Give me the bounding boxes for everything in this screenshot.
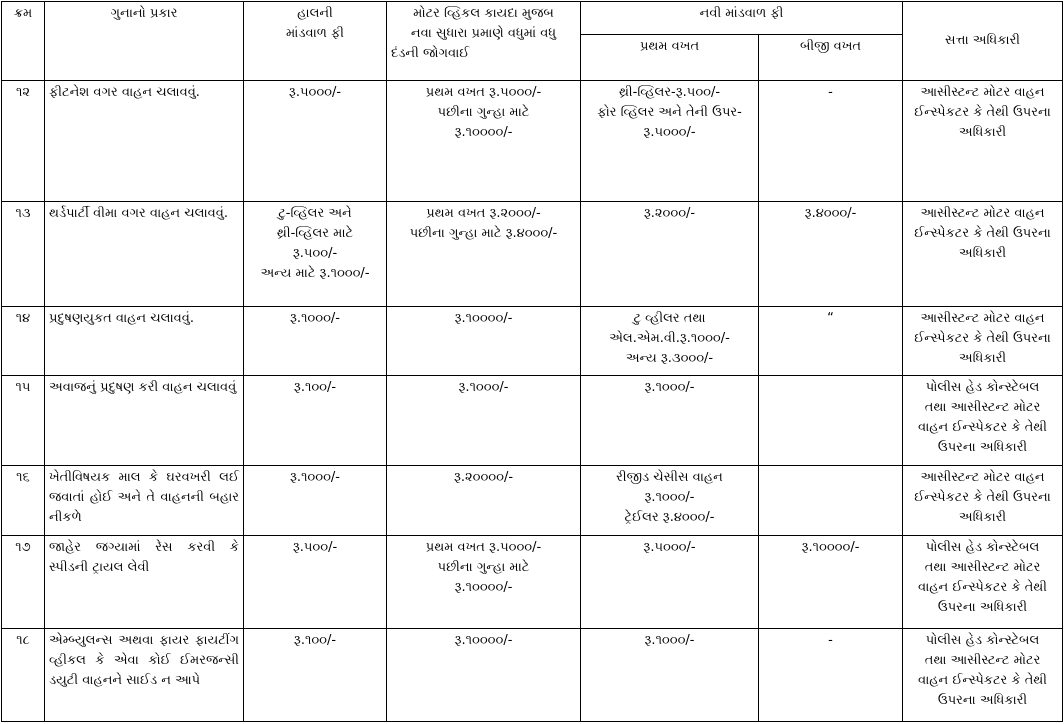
cell-line: રૂ.૧૦૦૦૦/- [801, 540, 860, 556]
cell-line: ટ્રેઈલર રૂ.૪૦૦૦/- [624, 509, 715, 525]
cell-line: રૂ.૨૦૦૦/- [643, 206, 696, 222]
row-second-time [759, 465, 903, 535]
cell-line: પ્રથમ વખત રૂ.૫૦૦૦/- [425, 540, 542, 556]
header-first-time: પ્રથમ વખત [581, 35, 759, 81]
row-first-time [581, 375, 759, 465]
row-second-time [759, 81, 903, 202]
cell-line: અધિકારી [958, 509, 1007, 525]
row-first-time [581, 536, 759, 629]
cell-line: - [828, 633, 833, 649]
row-serial: ૧૫ [2, 375, 45, 465]
row-authority [903, 306, 1063, 375]
cell-line: વાહન ઈન્સ્પેકટર કે તેથી [918, 580, 1047, 596]
fine-table [1, 1, 1063, 722]
row-offence: ફીટનેશ વગર વાહન ચલાવવું. [45, 81, 244, 202]
row-offence: થર્ડપાર્ટી વીમા વગર વાહન ચલાવવું. [45, 202, 244, 306]
row-mv-act [387, 536, 581, 629]
cell-line: રૂ.૧૦૦૦/- [644, 633, 695, 649]
row-first-time [581, 629, 759, 722]
row-authority [903, 375, 1063, 465]
cell-line: ઉપરના અધિકારી [937, 693, 1028, 709]
header-second-time: બીજી વખત [759, 35, 903, 81]
cell-line: રૂ.૧૦૦/- [293, 379, 337, 395]
row-first-time [581, 465, 759, 535]
cell-line: રૂ.૧૦૦/- [293, 633, 337, 649]
row-authority [903, 465, 1063, 535]
row-mv-act [387, 375, 581, 465]
cell-line: થ્રી-વ્હિલર-રૂ.૫૦૦/- [618, 85, 721, 100]
cell-line: તથા આસીસ્ટન્ટ મોટર [924, 399, 1041, 415]
cell-line: અધિકારી [958, 125, 1007, 140]
cell-line: રૂ.૫૦૦૦/- [643, 125, 696, 140]
cell-line: ઈન્સ્પેકટર કે તેથી ઉપરના [914, 226, 1051, 242]
row-current-fee [244, 306, 387, 375]
row-serial: ૧૩ [2, 202, 45, 306]
table-row [2, 629, 1063, 722]
header-offence-type: ગુનાનો પ્રકાર [45, 2, 244, 81]
row-second-time [759, 375, 903, 465]
table-row [2, 81, 1063, 202]
cell-line: વાહન ઈન્સ્પેકટર કે તેથી [918, 419, 1047, 435]
cell-line: રૂ.૫૦૦/- [292, 540, 338, 556]
header-mv-act-line: નવા સુધારા પ્રમાણે વધુમાં વધુ [410, 26, 557, 41]
row-current-fee [244, 536, 387, 629]
cell-line: અન્ય માટે રૂ.૧૦૦૦/- [260, 266, 370, 282]
row-mv-act [387, 465, 581, 535]
row-current-fee [244, 81, 387, 202]
row-offence: ખેતીવિષયક માલ કે ઘરવખરી લઈ જવાતાં હોઈ અને તે વાહનની બહાર નીકળે [45, 465, 244, 535]
cell-line: આસીસ્ટન્ટ મોટર વાહન [920, 85, 1045, 100]
header-mv-act-line: દંડની જોગવાઈ [391, 46, 470, 61]
row-authority [903, 536, 1063, 629]
cell-line: ઉપરના અધિકારી [937, 439, 1028, 455]
table-row [2, 536, 1063, 629]
cell-line: તથા આસીસ્ટન્ટ મોટર [924, 653, 1041, 669]
cell-line: “ [827, 310, 834, 326]
cell-line: અન્ય રૂ.૩૦૦૦/- [625, 350, 714, 366]
cell-line: તથા આસીસ્ટન્ટ મોટર [924, 560, 1041, 576]
row-offence: એમ્બ્યુલન્સ અથવા ફાયર ફાયટીંગ વ્હીકલ કે એવા કોઈ ઈમરજન્સી ડયુટી વાહનને સાઈડ ન આપે [45, 629, 244, 722]
header-current-fee [244, 2, 387, 81]
cell-line: રૂ.૧૦૦૦/- [290, 469, 340, 485]
row-first-time [581, 81, 759, 202]
row-first-time [581, 202, 759, 306]
cell-line: પોલીસ હેડ કોન્સ્ટેબલ [925, 379, 1040, 395]
cell-line: રૂ.૫૦૦૦/- [643, 540, 696, 556]
row-second-time [759, 202, 903, 306]
row-first-time [581, 306, 759, 375]
row-mv-act [387, 81, 581, 202]
cell-line: રૂ.૫૦૦/- [292, 246, 338, 262]
cell-line: ઈન્સ્પેકટર કે તેથી ઉપરના [914, 489, 1051, 505]
cell-line: આસીસ્ટન્ટ મોટર વાહન [920, 469, 1045, 485]
cell-line: રીજીડ ચેસીસ વાહન [616, 469, 723, 485]
cell-line: રૂ.૪૦૦૦/- [804, 206, 857, 222]
cell-line: પ્રથમ વખત રૂ.૨૦૦૦/- [426, 206, 541, 222]
header-authority: સત્તા અધિકારી [903, 2, 1063, 81]
cell-line: ઈન્સ્પેકટર કે તેથી ઉપરના [914, 105, 1051, 120]
cell-line: પછીના ગુન્હા માટે [437, 105, 530, 120]
table-row [2, 202, 1063, 306]
cell-line: રૂ.૧૦૦૦/- [290, 310, 340, 326]
cell-line: આસીસ્ટન્ટ મોટર વાહન [920, 206, 1045, 222]
cell-line: પોલીસ હેડ કોન્સ્ટેબલ [925, 633, 1040, 649]
cell-line: એલ.એમ.વી.રૂ.૧૦૦૦/- [609, 330, 730, 346]
row-mv-act [387, 202, 581, 306]
cell-line: ટુ-વ્હિલર અને [278, 206, 352, 222]
cell-line: રૂ.૧૦૦૦/- [458, 379, 509, 395]
table-row [2, 306, 1063, 375]
cell-line: રૂ.૫૦૦૦/- [288, 85, 342, 100]
cell-line: રૂ.૧૦૦૦૦/- [454, 633, 513, 649]
row-second-time [759, 629, 903, 722]
cell-line: અધિકારી [958, 246, 1007, 262]
cell-line: પછીના ગુન્હા માટે રૂ.૪૦૦૦/- [409, 226, 558, 242]
cell-line: રૂ.૧૦૦૦/- [644, 379, 695, 395]
row-second-time [759, 306, 903, 375]
row-authority [903, 81, 1063, 202]
cell-line: રૂ.૧૦૦૦૦/- [454, 580, 513, 596]
cell-line: રૂ.૨૦૦૦૦/- [453, 469, 514, 485]
row-current-fee [244, 202, 387, 306]
cell-line: થ્રી-વ્હિલર માટે [276, 226, 354, 242]
cell-line: અધિકારી [958, 350, 1007, 366]
cell-line: ટુ વ્હીલર તથા [633, 310, 706, 326]
header-mv-act-line: મોટર વ્હિકલ કાયદા મુજબ [413, 6, 554, 21]
row-serial: ૧૨ [2, 81, 45, 202]
cell-line: ઈન્સ્પેકટર કે તેથી ઉપરના [914, 330, 1051, 346]
row-offence: જાહેર જગ્યામાં રેસ કરવી કે સ્પીડની ટ્રાયલ લેવી [45, 536, 244, 629]
row-mv-act [387, 306, 581, 375]
row-second-time [759, 536, 903, 629]
cell-line: ઉપરના અધિકારી [937, 600, 1028, 616]
cell-line: આસીસ્ટન્ટ મોટર વાહન [920, 310, 1045, 326]
row-serial: ૧૬ [2, 465, 45, 535]
row-serial: ૧૮ [2, 629, 45, 722]
cell-line: રૂ.૧૦૦૦૦/- [454, 310, 513, 326]
header-new-fee: નવી માંડવાળ ફી [581, 2, 903, 35]
cell-line: વાહન ઈન્સ્પેકટર કે તેથી [918, 673, 1047, 689]
cell-line: પોલીસ હેડ કોન્સ્ટેબલ [925, 540, 1040, 556]
row-current-fee [244, 375, 387, 465]
cell-line: રૂ.૧૦૦૦/- [644, 489, 695, 505]
row-offence: પ્રદુષણયુકત વાહન ચલાવવું. [45, 306, 244, 375]
row-current-fee [244, 629, 387, 722]
cell-line: પછીના ગુન્હા માટે [437, 560, 530, 576]
header-mv-act [387, 2, 581, 81]
row-current-fee [244, 465, 387, 535]
table-row [2, 375, 1063, 465]
cell-line: પ્રથમ વખત રૂ.૫૦૦૦/- [425, 85, 542, 100]
cell-line: રૂ.૧૦૦૦૦/- [454, 125, 513, 140]
row-offence: અવાજનું પ્રદુષણ કરી વાહન ચલાવવું [45, 375, 244, 465]
row-authority [903, 629, 1063, 722]
table-row [2, 465, 1063, 535]
row-serial: ૧૭ [2, 536, 45, 629]
row-authority [903, 202, 1063, 306]
header-serial: ક્રમ [2, 2, 45, 81]
header-current-fee-line: હાલની [297, 6, 333, 21]
row-mv-act [387, 629, 581, 722]
header-current-fee-line: માંડવાળ ફી [285, 26, 345, 41]
cell-line: ફોર વ્હિલર અને તેની ઉપર- [597, 105, 742, 120]
row-serial: ૧૪ [2, 306, 45, 375]
cell-line: - [828, 85, 833, 100]
